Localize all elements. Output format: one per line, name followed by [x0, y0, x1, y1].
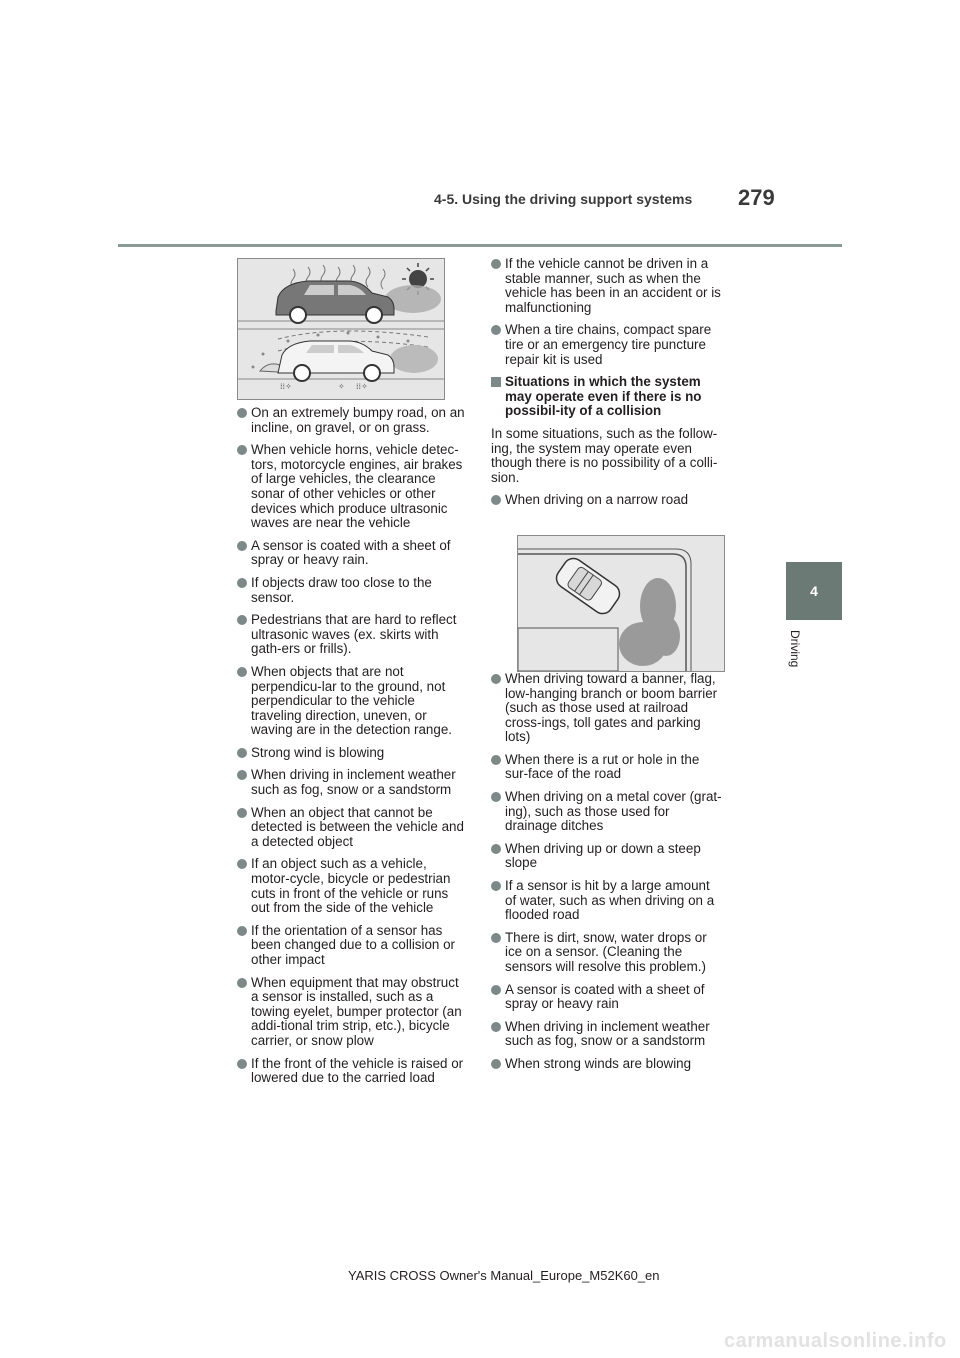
list-item: [491, 879, 723, 923]
weather-cars-illustration: [237, 258, 445, 400]
subheading-text: Situations in which the system may operate even if there is no possibil-ity of a collision: [505, 374, 702, 419]
section-title: 4-5. Using the driving support systems: [434, 191, 693, 207]
left-column: [237, 406, 469, 1094]
bullet-icon: [491, 674, 501, 684]
list-item: [237, 746, 469, 761]
page-number: 279: [738, 185, 775, 210]
list-item-text: A sensor is coated with a sheet of spray or heavy rain: [505, 981, 705, 1012]
list-item-text: On an extremely bumpy road, on an incline, on gravel, or on grass.: [251, 405, 465, 435]
bullet-icon: [491, 881, 501, 891]
bullet-icon: [237, 615, 247, 625]
list-item-text: When vehicle horns, vehicle detec-tors, motorcycle engines, air brakes of large vehicles, the clearance sonar of other vehicles or other devices which produce ultrasonic waves are near the vehicle: [251, 442, 463, 531]
bullet-icon: [237, 541, 247, 551]
list-item-text: When equipment that may obstruct a sensor is installed, such as a towing eyelet, bumper protector (an addi-tional trim strip, etc.), bicycle carrier, or snow plow: [251, 974, 462, 1048]
bullet-icon: [491, 933, 501, 943]
list-item: [237, 924, 469, 968]
chapter-tab[interactable]: [786, 562, 842, 620]
list-item-text: If the vehicle cannot be driven in a stable manner, such as when the vehicle has been in an accident or is malfunctioning: [505, 256, 721, 315]
list-item: [237, 806, 469, 850]
bullet-icon: [491, 1059, 501, 1069]
bullet-icon: [237, 926, 247, 936]
list-item: [237, 613, 469, 657]
svg-text:⁞⁞✧: ⁞⁞✧: [280, 382, 292, 391]
right-column: [491, 257, 723, 1080]
bullet-icon: [491, 495, 501, 505]
list-item-text: When there is a rut or hole in the sur-face of the road: [505, 751, 700, 782]
list-item: [237, 665, 469, 738]
list-item-text: When driving up or down a steep slope: [505, 840, 701, 871]
list-item: [491, 931, 723, 975]
bullet-icon: [237, 770, 247, 780]
intro-paragraph: In some situations, such as the follow-ing, the system may operate even though there is no possibility of a colli-sion.: [491, 425, 718, 485]
bullet-icon: [237, 1059, 247, 1069]
list-item-text: When strong winds are blowing: [505, 1055, 692, 1071]
list-item: [237, 1057, 469, 1086]
list-item-text: When driving in inclement weather such as fog, snow or a sandstorm: [251, 767, 456, 798]
list-item: [237, 857, 469, 915]
list-item-text: If the front of the vehicle is raised or lowered due to the carried load: [251, 1055, 464, 1086]
list-item-text: When a tire chains, compact spare tire or an emergency tire puncture repair kit is used: [505, 322, 712, 367]
square-bullet-icon: [491, 377, 501, 387]
chapter-label: Driving: [788, 630, 802, 668]
bullet-icon: [491, 259, 501, 269]
list-item: [491, 323, 723, 367]
list-item-text: When driving on a metal cover (grat-ing), such as those used for drainage ditches: [505, 789, 722, 834]
list-item: [491, 1020, 723, 1049]
list-item: [491, 790, 723, 834]
bullet-icon: [491, 985, 501, 995]
bullet-icon: [237, 978, 247, 988]
svg-text:✧: ✧: [338, 382, 345, 391]
list-item-text: If the orientation of a sensor has been changed due to a collision or other impact: [251, 922, 455, 967]
list-item: [491, 842, 723, 871]
list-item: [491, 493, 723, 508]
list-item-text: Strong wind is blowing: [251, 744, 385, 760]
list-item: [491, 257, 723, 315]
list-item-text: When driving toward a banner, flag, low-hanging branch or boom barrier (such as those used at railroad cross-ings, toll gates and parking lots): [505, 670, 718, 745]
list-item-text: A sensor is coated with a sheet of spray or heavy rain.: [251, 537, 451, 568]
bullet-icon: [491, 755, 501, 765]
illustration-spacer: [491, 516, 723, 672]
list-item: [237, 443, 469, 531]
list-item-text: When an object that cannot be detected is between the vehicle and a detected object: [251, 804, 464, 849]
watermark: carmanualsonline.info: [724, 1330, 947, 1352]
bullet-icon: [491, 792, 501, 802]
bullet-icon: [237, 578, 247, 588]
list-item-text: There is dirt, snow, water drops or ice on a sensor. (Cleaning the sensors will resolve this problem.): [505, 929, 707, 974]
bullet-icon: [491, 325, 501, 335]
footer-manual-id: YARIS CROSS Owner's Manual_Europe_M52K60_en: [348, 1268, 660, 1283]
bullet-icon: [491, 1022, 501, 1032]
list-item: [237, 768, 469, 797]
chapter-number: 4: [810, 583, 818, 599]
list-item: [237, 576, 469, 605]
list-item-text: When driving on a narrow road: [505, 492, 689, 508]
list-item-text: If a sensor is hit by a large amount of water, such as when driving on a flooded road: [505, 878, 715, 923]
list-item-text: When objects that are not perpendicu-lar to the ground, not perpendicular to the vehicle traveling direction, uneven, or waving are in the detection range.: [251, 663, 452, 738]
list-item: [491, 1057, 723, 1072]
bullet-icon: [237, 408, 247, 418]
bullet-icon: [237, 859, 247, 869]
weather-cars-svg: [238, 259, 444, 399]
bullet-icon: [237, 748, 247, 758]
list-item: [491, 983, 723, 1012]
bullet-icon: [237, 808, 247, 818]
bullet-icon: [237, 445, 247, 455]
svg-text:⁞⁞✧: ⁞⁞✧: [356, 382, 368, 391]
bullet-icon: [491, 844, 501, 854]
bullet-icon: [237, 667, 247, 677]
subheading: [491, 375, 723, 419]
car-icon: [276, 281, 394, 323]
list-item: [491, 753, 723, 782]
list-item-text: When driving in inclement weather such as fog, snow or a sandstorm: [505, 1018, 710, 1049]
list-item-text: Pedestrians that are hard to reflect ultrasonic waves (ex. skirts with gath-ers or frills).: [251, 612, 457, 657]
snowy-car-icon: [278, 341, 394, 381]
list-item: [237, 976, 469, 1049]
list-item: [237, 539, 469, 568]
header-divider: [118, 244, 842, 247]
list-item-text: If an object such as a vehicle, motor-cycle, bicycle or pedestrian cuts in front of the vehicle or runs out from the side of the vehicle: [251, 856, 451, 916]
list-item: [491, 672, 723, 745]
list-item-text: If objects draw too close to the sensor.: [251, 574, 432, 605]
list-item: [237, 406, 469, 435]
